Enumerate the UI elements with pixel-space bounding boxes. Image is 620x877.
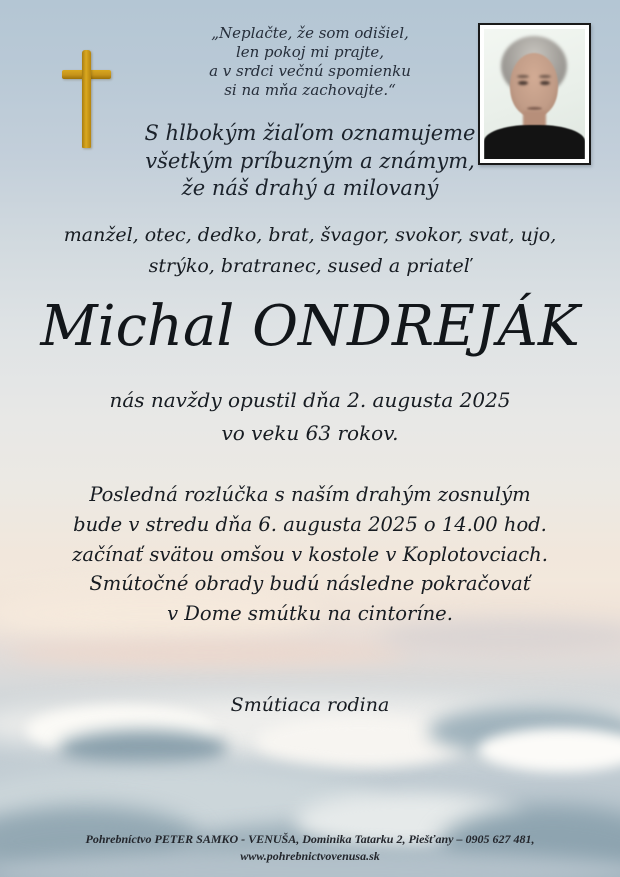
cloud-blob <box>58 730 228 768</box>
announcement-line: všetkým príbuzným a známym, <box>145 148 475 173</box>
passing-info <box>0 384 620 450</box>
passing-line: nás navždy opustil dňa 2. augusta 2025 <box>109 388 511 412</box>
quote-line: „Neplačte, že som odišiel, <box>211 24 409 42</box>
quote-line: si na mňa zachovajte.“ <box>224 81 396 99</box>
passing-line: vo veku 63 rokov. <box>221 421 399 445</box>
deceased-name: Michal ONDREJÁK <box>40 294 580 359</box>
funeral-line: bude v stredu dňa 6. augusta 2025 o 14.00 hod. <box>73 512 547 536</box>
memorial-quote <box>0 24 620 100</box>
announcement-line: že náš drahý a milovaný <box>181 176 439 200</box>
funeral-details <box>0 480 620 629</box>
quote-line: len pokoj mi prajte, <box>235 43 385 61</box>
funeral-line: začínať svätou omšou v kostole v Koplotovciach. <box>72 542 548 566</box>
relations-list <box>0 220 620 282</box>
cloud-blob <box>478 728 620 772</box>
closing-signature: Smútiaca rodina <box>230 694 390 716</box>
footer-website: www.pohrebnictvovenusa.sk <box>240 849 380 863</box>
relations-line: manžel, otec, dedko, brat, švagor, svokor, svat, ujo, <box>63 224 557 246</box>
cloud-blob <box>10 640 410 666</box>
funeral-line: Smútočné obrady budú následne pokračovať <box>89 572 531 596</box>
footer-line: Pohrebníctvo PETER SAMKO - VENUŠA, Dominika Tatarku 2, Piešťany – 0905 627 481, <box>85 832 535 846</box>
funeral-line: Posledná rozlúčka s naším drahým zosnulým <box>89 483 531 506</box>
announcement <box>0 120 620 203</box>
funeral-line: v Dome smútku na cintoríne. <box>167 602 453 626</box>
relations-line: strýko, bratranec, sused a priateľ <box>148 255 472 277</box>
portrait-mouth <box>527 107 542 110</box>
funeral-home-footer <box>0 831 620 865</box>
announcement-line: S hlbokým žiaľom oznamujeme <box>144 121 476 145</box>
quote-line: a v srdci večnú spomienku <box>209 62 411 80</box>
